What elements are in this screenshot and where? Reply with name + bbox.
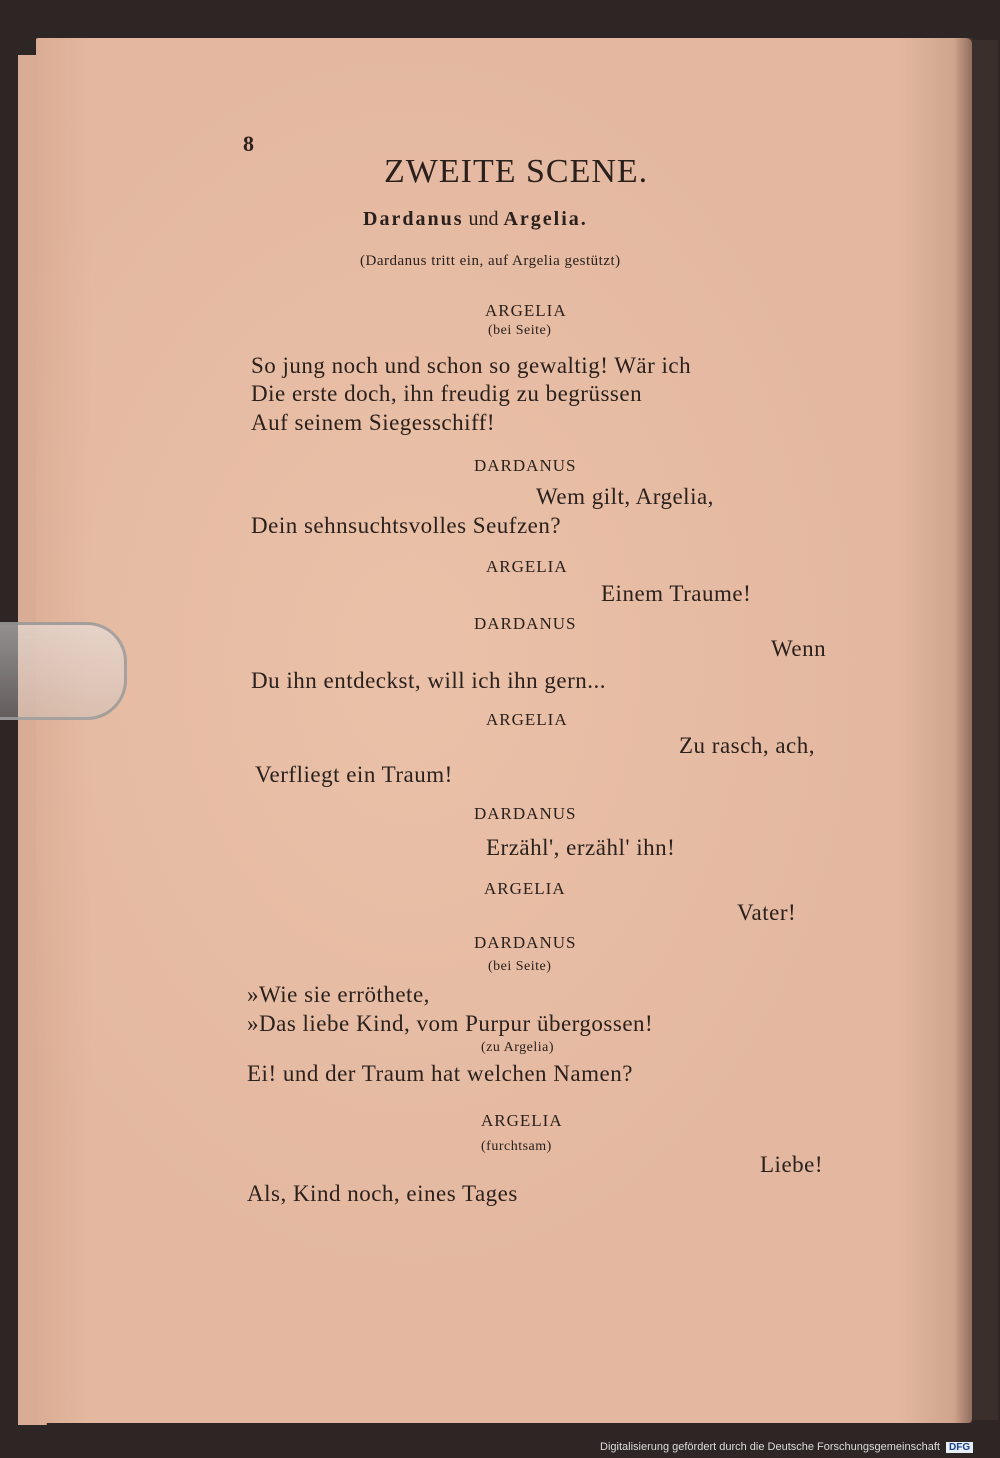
speaker-name: ARGELIA xyxy=(485,301,567,320)
digitization-credit xyxy=(600,1441,973,1453)
binding-strip xyxy=(972,40,998,1420)
scene-title: ZWEITE SCENE. xyxy=(384,153,649,190)
credit-text: Digitalisierung gefördert durch die Deutsche Forschungsgemeinschaft xyxy=(600,1441,940,1453)
stage-direction: (Dardanus tritt ein, auf Argelia gestützt) xyxy=(360,253,621,269)
speaker-name: DARDANUS xyxy=(474,804,577,823)
verse-line: Einem Traume! xyxy=(601,581,752,606)
verse-line: Die erste doch, ihn freudig zu begrüssen xyxy=(251,381,643,406)
verse-line: »Wie sie erröthete, xyxy=(247,982,430,1007)
speaker-name: ARGELIA xyxy=(484,879,566,898)
verse-line: Dein sehnsuchtsvolles Seufzen? xyxy=(251,513,562,538)
verse-line: Auf seinem Siegesschiff! xyxy=(251,410,496,435)
dfg-logo: DFG xyxy=(946,1442,973,1453)
speaker-name: ARGELIA xyxy=(481,1111,563,1130)
verse-line: Als, Kind noch, eines Tages xyxy=(247,1181,518,1206)
scene-characters xyxy=(363,209,588,229)
character-dardanus: Dardanus xyxy=(363,208,464,230)
speaker-name: DARDANUS xyxy=(474,933,577,952)
stage-direction: (bei Seite) xyxy=(488,959,552,974)
verse-line: »Das liebe Kind, vom Purpur übergossen! xyxy=(247,1011,654,1036)
character-argelia: Argelia. xyxy=(503,208,588,230)
verse-line: Verfliegt ein Traum! xyxy=(255,762,453,787)
stage-direction: (zu Argelia) xyxy=(481,1040,554,1055)
speaker-name: DARDANUS xyxy=(474,456,577,475)
verse-line: Wem gilt, Argelia, xyxy=(536,484,714,509)
verse-line: Wenn xyxy=(771,636,827,661)
stage-direction: (bei Seite) xyxy=(488,323,552,338)
connector: und xyxy=(468,208,499,230)
verse-line: So jung noch und schon so gewaltig! Wär ich xyxy=(251,353,692,378)
speaker-name: DARDANUS xyxy=(474,614,577,633)
spine-shadow xyxy=(954,38,972,1423)
speaker-name: ARGELIA xyxy=(486,557,568,576)
verse-line: Du ihn entdeckst, will ich ihn gern... xyxy=(251,668,606,693)
verse-line: Ei! und der Traum hat welchen Namen? xyxy=(247,1061,633,1086)
verse-line: Vater! xyxy=(737,900,797,925)
stage-direction: (furchtsam) xyxy=(481,1139,552,1154)
page-number: 8 xyxy=(243,131,254,156)
book-page xyxy=(36,38,972,1423)
verse-line: Erzähl', erzähl' ihn! xyxy=(486,835,676,860)
verse-line: Zu rasch, ach, xyxy=(679,733,815,758)
speaker-name: ARGELIA xyxy=(486,710,568,729)
verse-line: Liebe! xyxy=(760,1152,824,1177)
paper-clip xyxy=(0,622,127,720)
